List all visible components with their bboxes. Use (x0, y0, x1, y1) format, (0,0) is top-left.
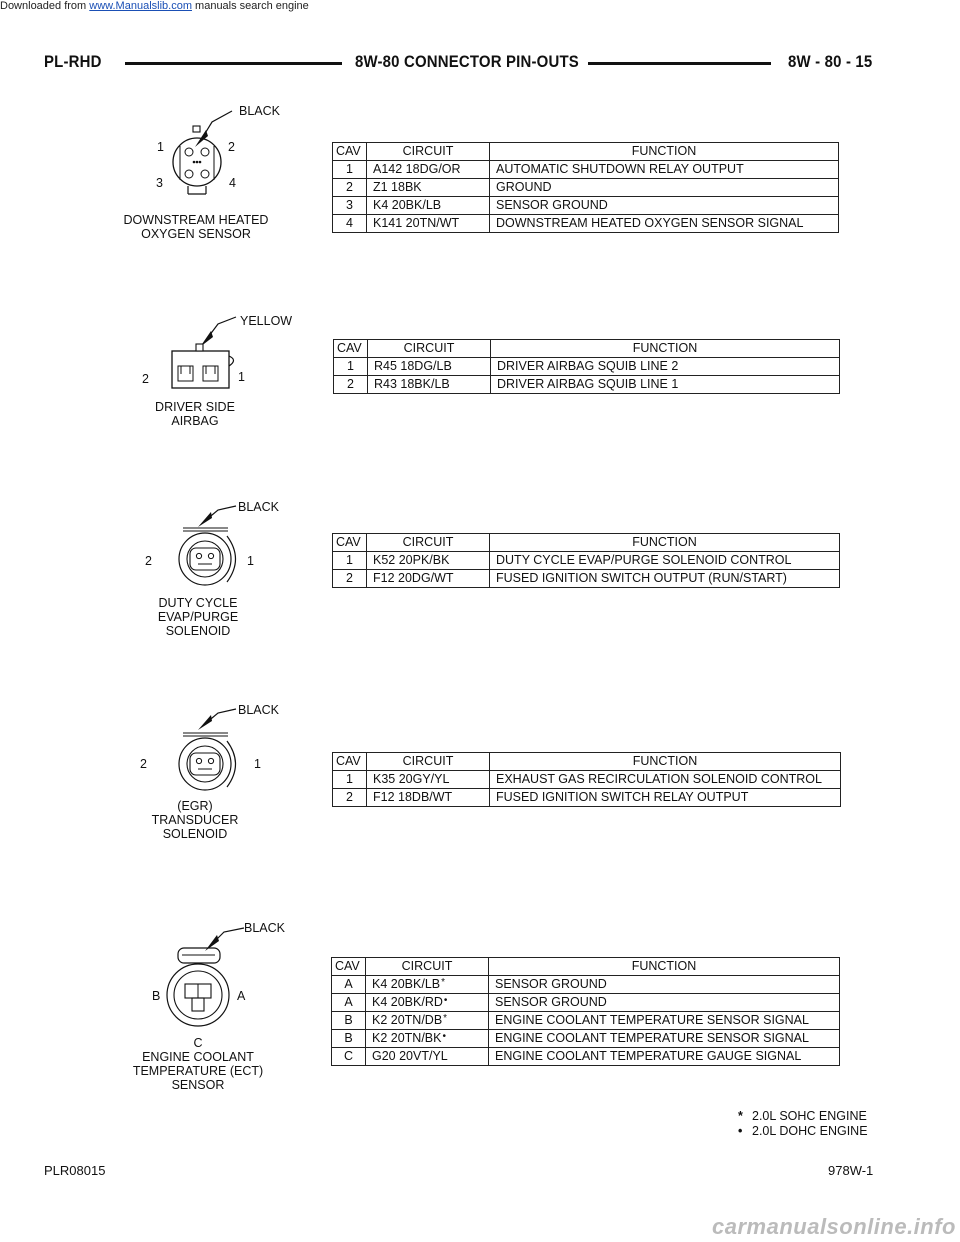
pin-label: 1 (157, 140, 164, 154)
pin-label: 1 (254, 757, 261, 771)
connector-name: C ENGINE COOLANT TEMPERATURE (ECT) SENSOR (132, 1036, 264, 1092)
page-title: 8W-80 CONNECTOR PIN-OUTS (355, 52, 579, 71)
manualslib-link[interactable]: www.Manualslib.com (89, 0, 192, 12)
evap-purge-connector-icon (150, 500, 290, 600)
pin-label: 2 (140, 757, 147, 771)
engine-note-marker: • (442, 1031, 446, 1042)
table-row: 2 F12 20DG/WT FUSED IGNITION SWITCH OUTPUT (RUN/START) (333, 570, 840, 588)
table-row: C G20 20VT/YL ENGINE COOLANT TEMPERATURE GAUGE SIGNAL (332, 1048, 840, 1066)
table-row: 2 F12 18DB/WT FUSED IGNITION SWITCH RELAY OUTPUT (333, 789, 841, 807)
pinout-table: CAV CIRCUIT FUNCTION A K4 20BK/LB* SENSOR GROUND A K4 20BK/RD• SENSOR GROUND B K2 20TN/DB* ENGINE COOLANT TEMPERATURE SENSOR SIGNAL B K2 20TN/BK• ENGINE COOLANT TEMPERATURE SENSOR SIGNAL C G20 20VT/YL ENGINE COOLANT TEMPERATURE GAUGE SIGNAL (331, 957, 840, 1066)
pin-label: A (237, 989, 246, 1003)
download-source-line: Downloaded from www.Manualslib.com manuals search engine (0, 0, 309, 12)
legend-item: • 2.0L DOHC ENGINE (738, 1124, 868, 1138)
site-watermark: carmanualsonline.info (712, 1214, 956, 1239)
engine-note-marker: • (443, 995, 448, 1006)
header-rule-left (125, 62, 342, 65)
header-page-number: 8W - 80 - 15 (788, 52, 873, 71)
col-header-function: FUNCTION (490, 143, 839, 161)
table-row: 4 K141 20TN/WT DOWNSTREAM HEATED OXYGEN SENSOR SIGNAL (333, 215, 839, 233)
connector-color-label: BLACK (238, 703, 279, 717)
col-header-cav: CAV (333, 143, 367, 161)
connector-name: (EGR) TRANSDUCER SOLENOID (151, 799, 239, 841)
pin-label: 1 (247, 554, 254, 568)
legend-item: * 2.0L SOHC ENGINE (738, 1109, 867, 1123)
connector-name: DRIVER SIDE AIRBAG (155, 400, 235, 428)
pin-label: 3 (156, 176, 163, 190)
connector-color-label: BLACK (244, 921, 285, 935)
pin-label: B (152, 989, 161, 1003)
pinout-table: CAV CIRCUIT FUNCTION 1 R45 18DG/LB DRIVER AIRBAG SQUIB LINE 2 2 R43 18BK/LB DRIVER AIRBAG SQUIB LINE 1 (333, 339, 840, 394)
table-row: 1 K35 20GY/YL EXHAUST GAS RECIRCULATION SOLENOID CONTROL (333, 771, 841, 789)
table-row: A K4 20BK/RD• SENSOR GROUND (332, 994, 840, 1012)
col-header-circuit: CIRCUIT (367, 143, 490, 161)
ect-sensor-connector-icon (160, 920, 300, 1040)
pin-label: 4 (229, 176, 236, 190)
table-row: 2 R43 18BK/LB DRIVER AIRBAG SQUIB LINE 1 (334, 376, 840, 394)
figure-reference: 978W-1 (828, 1163, 874, 1178)
engine-note-marker: * (441, 977, 446, 988)
table-row: B K2 20TN/DB* ENGINE COOLANT TEMPERATURE SENSOR SIGNAL (332, 1012, 840, 1030)
connector-color-label: YELLOW (240, 314, 293, 328)
egr-connector-icon (150, 703, 290, 803)
connector-color-label: BLACK (239, 104, 280, 118)
connector-color-label: BLACK (238, 500, 279, 514)
connector-name: DOWNSTREAM HEATED OXYGEN SENSOR (123, 213, 269, 241)
table-row: B K2 20TN/BK• ENGINE COOLANT TEMPERATURE SENSOR SIGNAL (332, 1030, 840, 1048)
table-row: 3 K4 20BK/LB SENSOR GROUND (333, 197, 839, 215)
pin-label: 2 (228, 140, 235, 154)
pinout-table: CAV CIRCUIT FUNCTION 1 K52 20PK/BK DUTY CYCLE EVAP/PURGE SOLENOID CONTROL 2 F12 20DG/WT FUSED IGNITION SWITCH OUTPUT (RUN/START) (332, 533, 840, 588)
table-row: 1 R45 18DG/LB DRIVER AIRBAG SQUIB LINE 2 (334, 358, 840, 376)
table-row: 2 Z1 18BK GROUND (333, 179, 839, 197)
header-left: PL-RHD (44, 52, 102, 71)
table-row: 1 A142 18DG/OR AUTOMATIC SHUTDOWN RELAY OUTPUT (333, 161, 839, 179)
pinout-table: CAV CIRCUIT FUNCTION 1 K35 20GY/YL EXHAUST GAS RECIRCULATION SOLENOID CONTROL 2 F12 18DB/WT FUSED IGNITION SWITCH RELAY OUTPUT (332, 752, 841, 807)
pin-label: 2 (142, 372, 149, 386)
pinout-table (332, 142, 839, 233)
connector-name: DUTY CYCLE EVAP/PURGE SOLENOID (157, 596, 239, 638)
engine-note-marker: * (443, 1013, 448, 1024)
pin-label: 2 (145, 554, 152, 568)
table-row: 1 K52 20PK/BK DUTY CYCLE EVAP/PURGE SOLENOID CONTROL (333, 552, 840, 570)
header-rule-right (588, 62, 771, 65)
pin-label: 1 (238, 370, 245, 384)
table-row: A K4 20BK/LB* SENSOR GROUND (332, 976, 840, 994)
engine-legend (738, 1109, 868, 1139)
figure-code: PLR08015 (44, 1163, 106, 1178)
